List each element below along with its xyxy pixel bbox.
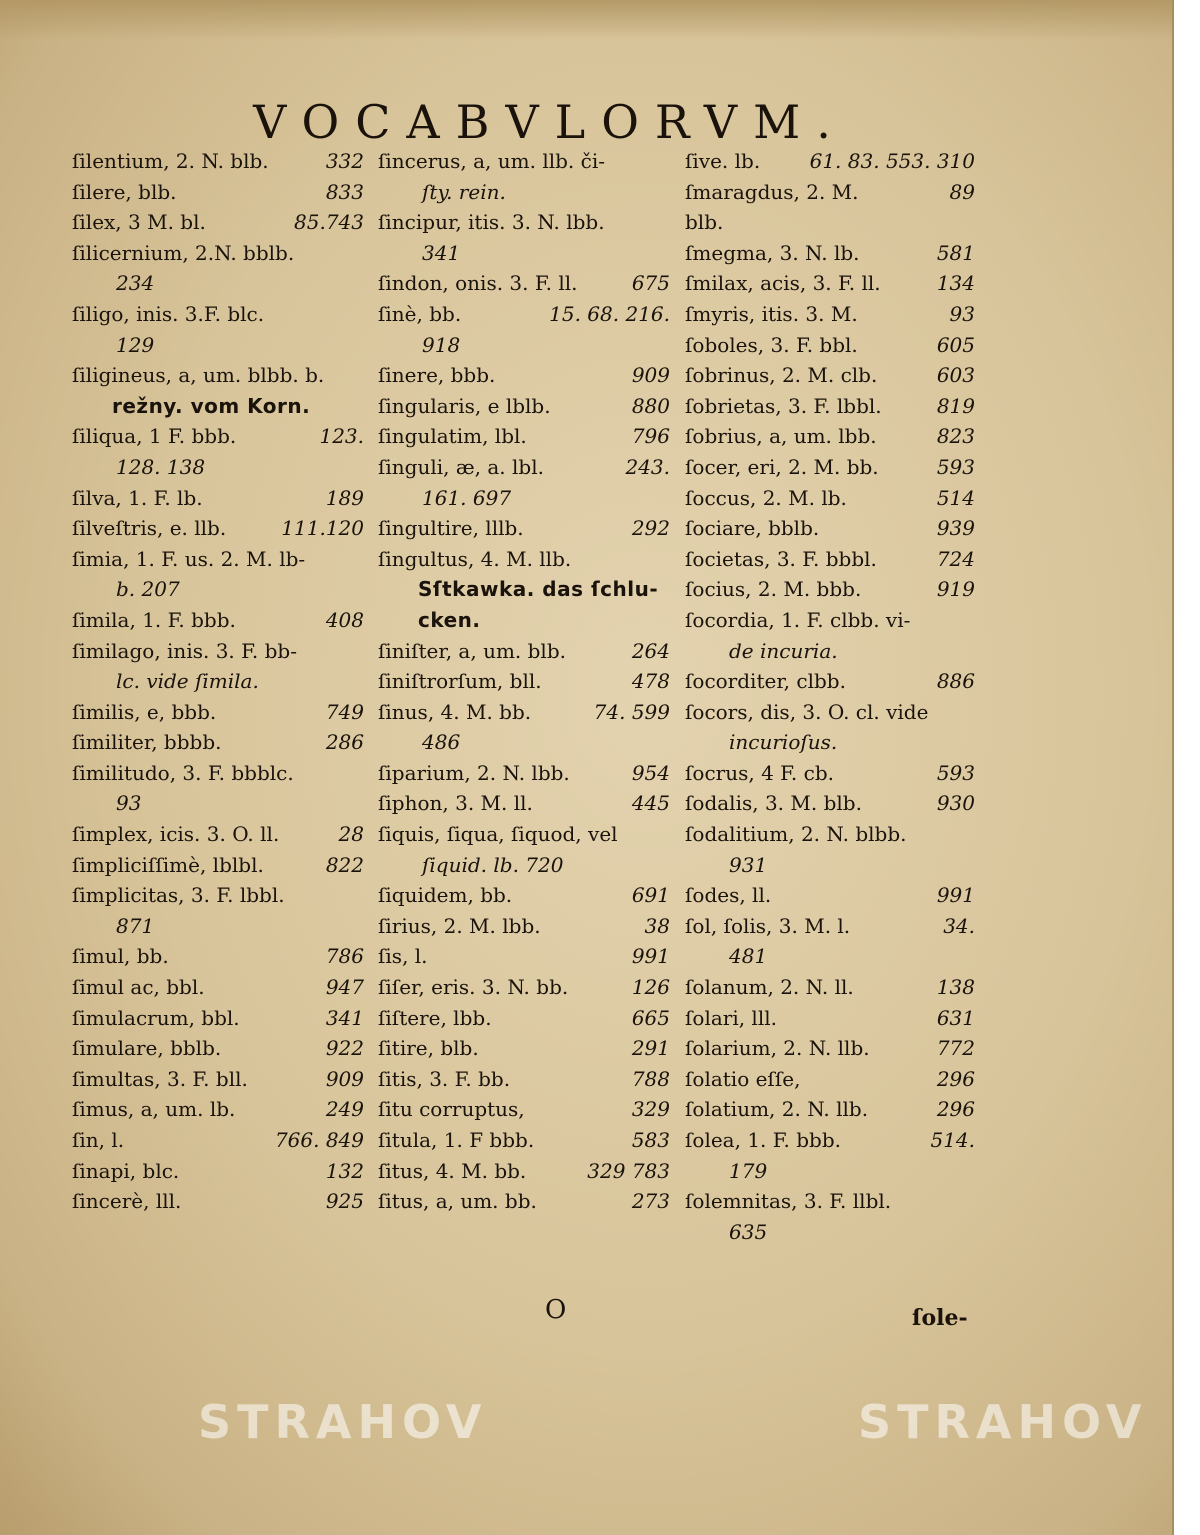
entry-text: ſimplicitas, 3. F. lbbl. <box>72 883 285 908</box>
index-entry <box>685 788 975 819</box>
index-entry <box>72 850 364 881</box>
entry-page-number: 296 <box>936 1066 975 1091</box>
entry-page-number: 909 <box>325 1066 364 1091</box>
entry-text: ſiſtere, lbb. <box>378 1005 492 1030</box>
entry-text: ſitire, blb. <box>378 1036 479 1061</box>
index-entry <box>72 1033 364 1064</box>
entry-continuation: 931 <box>729 852 768 877</box>
entry-text: ſilentium, 2. N. blb. <box>72 149 269 173</box>
entry-text: ſitus, a, um. bb. <box>378 1189 537 1214</box>
entry-page-number: 880 <box>631 393 670 418</box>
entry-page-number: 445 <box>631 791 670 816</box>
index-entry <box>378 421 670 452</box>
entry-continuation: 234 <box>116 271 155 296</box>
entry-text: ſilex, 3 M. bl. <box>72 210 206 235</box>
entry-page-number: 296 <box>936 1097 975 1122</box>
entry-text: ſinapi, blc. <box>72 1158 180 1183</box>
entry-page-number: 691 <box>631 883 670 908</box>
entry-text: ſimilago, inis. 3. F. bb- <box>72 638 297 663</box>
entry-page-number: 922 <box>325 1036 364 1061</box>
index-entry <box>378 360 670 391</box>
entry-text: ſiniſter, a, um. blb. <box>378 638 566 663</box>
index-column-1 <box>72 146 364 1217</box>
entry-text: ſocors, dis, 3. O. cl. vide <box>685 699 929 724</box>
entry-text: ſodalitium, 2. N. blbb. <box>685 822 907 847</box>
entry-text: ſimplex, icis. 3. O. ll. <box>72 822 280 847</box>
entry-text: ſiparium, 2. N. lbb. <box>378 760 570 785</box>
entry-page-number: 772 <box>936 1036 975 1061</box>
entry-page-number: 111.120 <box>281 516 364 541</box>
index-entry <box>72 758 364 819</box>
entry-page-number: 819 <box>936 393 975 418</box>
entry-page-number: 749 <box>325 699 364 724</box>
index-entry <box>378 758 670 789</box>
entry-page-number: 603 <box>936 363 975 388</box>
index-entry <box>685 1094 975 1125</box>
index-entry <box>685 880 975 911</box>
index-entry <box>378 1186 670 1217</box>
entry-text: ſolari, lll. <box>685 1005 777 1030</box>
index-entry <box>685 238 975 269</box>
entry-page-number: 332 <box>325 149 364 173</box>
index-entry <box>72 819 364 850</box>
index-entry <box>378 452 670 513</box>
entry-text: ſocordia, 1. F. clbb. vi- <box>685 607 911 632</box>
index-entry <box>685 177 975 238</box>
entry-text: ſodalis, 3. M. blb. <box>685 791 862 816</box>
entry-text: ſimultas, 3. F. bll. <box>72 1066 248 1091</box>
entry-text: ſincerus, a, um. llb. či- <box>378 149 606 173</box>
index-entry <box>72 636 364 697</box>
index-entry <box>378 513 670 544</box>
watermark-strahov: STRAHOV <box>858 1395 1148 1449</box>
index-entry <box>378 788 670 819</box>
entry-text: ſive. lb. <box>685 149 761 173</box>
entry-text: ſolatium, 2. N. llb. <box>685 1097 869 1122</box>
entry-text: ſimiliter, bbbb. <box>72 730 222 755</box>
index-entry <box>72 972 364 1003</box>
entry-page-number: 581 <box>936 240 975 265</box>
index-entry <box>685 1186 975 1247</box>
index-entry <box>378 1003 670 1034</box>
entry-gloss-blackletter: režny. vom Korn. <box>112 393 311 418</box>
entry-page-number: 138 <box>936 975 975 1000</box>
entry-text: ſmaragdus, 2. M. blb. <box>685 179 859 235</box>
index-entry <box>685 299 975 330</box>
entry-text: ſincerè, lll. <box>72 1189 182 1214</box>
index-entry <box>685 452 975 483</box>
entry-page-number: 89 <box>949 179 975 204</box>
index-entry <box>685 911 975 972</box>
entry-text: ſolatio eſſe, <box>685 1066 801 1091</box>
entry-text: ſingultire, lllb. <box>378 516 524 541</box>
index-entry <box>378 1033 670 1064</box>
entry-page-number: 286 <box>325 730 364 755</box>
entry-page-number: 85.743 <box>294 210 364 235</box>
index-entry <box>685 605 975 666</box>
index-entry <box>685 1033 975 1064</box>
entry-continuation: ſty. rein. <box>422 179 506 204</box>
entry-text: ſincipur, itis. 3. N. lbb. <box>378 210 605 235</box>
entry-text: ſocietas, 3. F. bbbl. <box>685 546 877 571</box>
entry-page-number: 189 <box>325 485 364 510</box>
entry-text: ſimulare, bblb. <box>72 1036 222 1061</box>
index-entry <box>72 513 364 544</box>
entry-text: ſinus, 4. M. bb. <box>378 699 532 724</box>
index-entry <box>72 360 364 421</box>
entry-text: ſolanum, 2. N. ll. <box>685 975 854 1000</box>
entry-page-number: 28 <box>338 822 364 847</box>
index-entry <box>378 1064 670 1095</box>
index-entry <box>378 880 670 911</box>
index-entry <box>72 146 364 177</box>
index-entry <box>685 574 975 605</box>
index-entry <box>378 972 670 1003</box>
entry-page-number: 514 <box>936 485 975 510</box>
entry-page-number: 61. 83. 553. 310 <box>809 149 975 173</box>
entry-continuation: de incuria. <box>729 638 838 663</box>
entry-text: ſiſer, eris. 3. N. bb. <box>378 975 569 1000</box>
entry-page-number: 478 <box>631 669 670 694</box>
entry-page-number: 134 <box>936 271 975 296</box>
entry-page-number: 631 <box>936 1005 975 1030</box>
index-entry <box>378 941 670 972</box>
entry-text: ſilicernium, 2.N. bblb. <box>72 240 295 265</box>
entry-page-number: 947 <box>325 975 364 1000</box>
entry-page-number: 724 <box>936 546 975 571</box>
index-column-3 <box>685 146 975 1247</box>
index-entry <box>685 1003 975 1034</box>
entry-text: ſiquis, ſiqua, ſiquod, vel <box>378 822 618 847</box>
entry-text: ſitu corruptus, <box>378 1097 525 1122</box>
entry-continuation: 179 <box>729 1158 768 1183</box>
entry-text: ſingulatim, lbl. <box>378 424 527 449</box>
entry-continuation: 129 <box>116 332 155 357</box>
entry-text: ſimul ac, bbl. <box>72 975 205 1000</box>
entry-text: ſindon, onis. 3. F. ll. <box>378 271 578 296</box>
index-entry <box>685 972 975 1003</box>
entry-page-number: 822 <box>325 852 364 877</box>
entry-text: ſoccus, 2. M. lb. <box>685 485 847 510</box>
entry-page-number: 15. 68. 216. <box>549 301 670 326</box>
index-entry <box>378 544 670 636</box>
index-entry <box>72 1156 364 1187</box>
entry-text: ſilveſtris, e. llb. <box>72 516 227 541</box>
index-entry <box>72 880 364 941</box>
entry-text: ſodes, ll. <box>685 883 772 908</box>
index-entry <box>685 819 975 880</box>
entry-text: ſobrietas, 3. F. lbbl. <box>685 393 882 418</box>
entry-page-number: 514. <box>930 1128 975 1152</box>
entry-text: ſiquidem, bb. <box>378 883 513 908</box>
index-entry <box>685 666 975 697</box>
index-entry <box>378 1156 670 1187</box>
index-entry <box>72 299 364 360</box>
entry-text: ſoboles, 3. F. bbl. <box>685 332 858 357</box>
signature-mark: O <box>545 1295 567 1325</box>
entry-text: ſimilis, e, bbb. <box>72 699 217 724</box>
entry-page-number: 273 <box>631 1189 670 1214</box>
index-entry <box>685 421 975 452</box>
entry-page-number: 605 <box>936 332 975 357</box>
entry-continuation: 486 <box>422 730 461 755</box>
entry-text: ſitis, 3. F. bb. <box>378 1066 511 1091</box>
index-entry <box>72 727 364 758</box>
entry-continuation: 871 <box>116 913 155 938</box>
entry-page-number: 243. <box>625 454 670 479</box>
entry-text: ſolarium, 2. N. llb. <box>685 1036 870 1061</box>
index-entry <box>378 299 670 360</box>
entry-page-number: 991 <box>631 944 670 969</box>
entry-continuation: 128. 138 <box>116 454 206 479</box>
entry-page-number: 329 <box>631 1097 670 1122</box>
index-entry <box>685 544 975 575</box>
entry-text: ſitus, 4. M. bb. <box>378 1158 527 1183</box>
entry-text: ſimulacrum, bbl. <box>72 1005 240 1030</box>
entry-text: ſocer, eri, 2. M. bb. <box>685 454 879 479</box>
index-entry <box>72 1064 364 1095</box>
entry-text: ſingularis, e lblb. <box>378 393 551 418</box>
entry-page-number: 583 <box>631 1128 670 1152</box>
entry-text: ſiligineus, a, um. blbb. b. <box>72 363 325 388</box>
entry-text: ſilere, blb. <box>72 179 177 204</box>
entry-text: ſingultus, 4. M. llb. <box>378 546 572 571</box>
index-entry <box>72 1186 364 1217</box>
entry-page-number: 341 <box>325 1005 364 1030</box>
index-entry <box>72 177 364 208</box>
entry-continuation: 635 <box>729 1219 768 1244</box>
entry-text: ſmilax, acis, 3. F. ll. <box>685 271 881 296</box>
entry-text: ſiphon, 3. M. ll. <box>378 791 533 816</box>
index-entry <box>72 941 364 972</box>
entry-text: ſimia, 1. F. us. 2. M. lb- <box>72 546 306 571</box>
entry-text: ſocrus, 4 F. cb. <box>685 760 834 785</box>
entry-text: ſobrius, a, um. lbb. <box>685 424 877 449</box>
entry-text: ſinguli, æ, a. lbl. <box>378 454 544 479</box>
index-entry <box>72 421 364 482</box>
entry-text: ſilva, 1. F. lb. <box>72 485 203 510</box>
entry-continuation: ſiquid. lb. 720 <box>422 852 564 877</box>
entry-page-number: 93 <box>949 301 975 326</box>
index-entry <box>685 1125 975 1186</box>
entry-continuation: b. 207 <box>116 577 180 602</box>
entry-continuation: lc. vide ſimila. <box>116 669 259 694</box>
index-entry <box>685 483 975 514</box>
entry-continuation: 481 <box>729 944 768 969</box>
entry-text: ſirius, 2. M. lbb. <box>378 913 541 938</box>
entry-page-number: 329 783 <box>587 1158 670 1183</box>
entry-text: ſis, l. <box>378 944 428 969</box>
entry-page-number: 593 <box>936 760 975 785</box>
entry-continuation: 918 <box>422 332 461 357</box>
index-entry <box>685 360 975 391</box>
index-entry <box>378 268 670 299</box>
entry-text: ſol, ſolis, 3. M. l. <box>685 913 851 938</box>
index-entry <box>685 391 975 422</box>
index-entry <box>378 391 670 422</box>
index-entry <box>685 1064 975 1095</box>
index-entry <box>378 207 670 268</box>
entry-text: ſolea, 1. F. bbb. <box>685 1128 841 1152</box>
entry-text: ſociare, bblb. <box>685 516 820 541</box>
entry-text: ſinere, bbb. <box>378 363 496 388</box>
entry-text: ſinè, bb. <box>378 301 462 326</box>
index-entry <box>685 268 975 299</box>
entry-text: ſitula, 1. F bbb. <box>378 1128 535 1152</box>
entry-text: ſimila, 1. F. bbb. <box>72 607 236 632</box>
entry-page-number: 823 <box>936 424 975 449</box>
entry-gloss-blackletter: Sſtkawka. das ſchlu-cken. <box>418 577 659 632</box>
entry-text: ſiniſtrorſum, bll. <box>378 669 542 694</box>
entry-text: ſocorditer, clbb. <box>685 669 846 694</box>
entry-text: ſobrinus, 2. M. clb. <box>685 363 878 388</box>
entry-text: ſimul, bb. <box>72 944 169 969</box>
entry-text: ſmegma, 3. N. lb. <box>685 240 860 265</box>
entry-page-number: 833 <box>325 179 364 204</box>
entry-text: ſiligo, inis. 3.F. blc. <box>72 301 265 326</box>
page-title: VOCABVLORVM. <box>253 95 847 149</box>
index-entry <box>378 911 670 942</box>
entry-page-number: 675 <box>631 271 670 296</box>
entry-page-number: 930 <box>936 791 975 816</box>
entry-text: ſimpliciſſimè, lblbl. <box>72 852 264 877</box>
index-column-2 <box>378 146 670 1217</box>
index-entry <box>685 758 975 789</box>
entry-page-number: 665 <box>631 1005 670 1030</box>
entry-continuation: 93 <box>116 791 142 816</box>
index-entry <box>378 1094 670 1125</box>
entry-page-number: 408 <box>325 607 364 632</box>
index-entry <box>378 636 670 667</box>
index-entry <box>685 330 975 361</box>
entry-page-number: 292 <box>631 516 670 541</box>
entry-page-number: 74. 599 <box>593 699 670 724</box>
entry-text: ſiliqua, 1 F. bbb. <box>72 424 237 449</box>
index-entry <box>378 146 670 207</box>
entry-page-number: 909 <box>631 363 670 388</box>
entry-continuation: incurioſus. <box>729 730 838 755</box>
entry-page-number: 126 <box>631 975 670 1000</box>
entry-text: ſolemnitas, 3. F. llbl. <box>685 1189 892 1214</box>
index-entry <box>72 1094 364 1125</box>
entry-page-number: 925 <box>325 1189 364 1214</box>
entry-page-number: 249 <box>325 1097 364 1122</box>
index-entry <box>685 697 975 758</box>
index-entry <box>685 146 975 177</box>
entry-page-number: 991 <box>936 883 975 908</box>
entry-page-number: 766. 849 <box>274 1128 364 1152</box>
entry-page-number: 132 <box>325 1158 364 1183</box>
index-entry <box>72 697 364 728</box>
index-entry <box>378 666 670 697</box>
entry-page-number: 123. <box>319 424 364 449</box>
index-entry <box>685 513 975 544</box>
entry-page-number: 34. <box>943 913 975 938</box>
index-entry <box>72 238 364 299</box>
entry-page-number: 788 <box>631 1066 670 1091</box>
entry-text: ſimus, a, um. lb. <box>72 1097 236 1122</box>
index-entry <box>72 483 364 514</box>
entry-text: ſocius, 2. M. bbb. <box>685 577 862 602</box>
index-entry <box>72 207 364 238</box>
entry-continuation: 341 <box>422 240 461 265</box>
index-entry <box>72 544 364 605</box>
entry-page-number: 38 <box>644 913 670 938</box>
entry-text: ſmyris, itis. 3. M. <box>685 301 858 326</box>
entry-continuation: 161. 697 <box>422 485 512 510</box>
entry-page-number: 291 <box>631 1036 670 1061</box>
index-entry <box>72 605 364 636</box>
entry-text: ſimilitudo, 3. F. bbblc. <box>72 760 294 785</box>
entry-page-number: 593 <box>936 454 975 479</box>
entry-page-number: 939 <box>936 516 975 541</box>
index-entry <box>378 1125 670 1156</box>
index-entry <box>378 697 670 758</box>
catchword: ſole- <box>912 1305 968 1331</box>
entry-page-number: 796 <box>631 424 670 449</box>
watermark-strahov: STRAHOV <box>198 1395 488 1449</box>
entry-page-number: 954 <box>631 760 670 785</box>
entry-page-number: 264 <box>631 638 670 663</box>
index-entry <box>378 819 670 880</box>
entry-page-number: 786 <box>325 944 364 969</box>
index-entry <box>72 1003 364 1034</box>
entry-page-number: 919 <box>936 577 975 602</box>
index-entry <box>72 1125 364 1156</box>
page-edge-shadow <box>0 0 1172 40</box>
entry-text: ſin, l. <box>72 1128 125 1152</box>
entry-page-number: 886 <box>936 669 975 694</box>
